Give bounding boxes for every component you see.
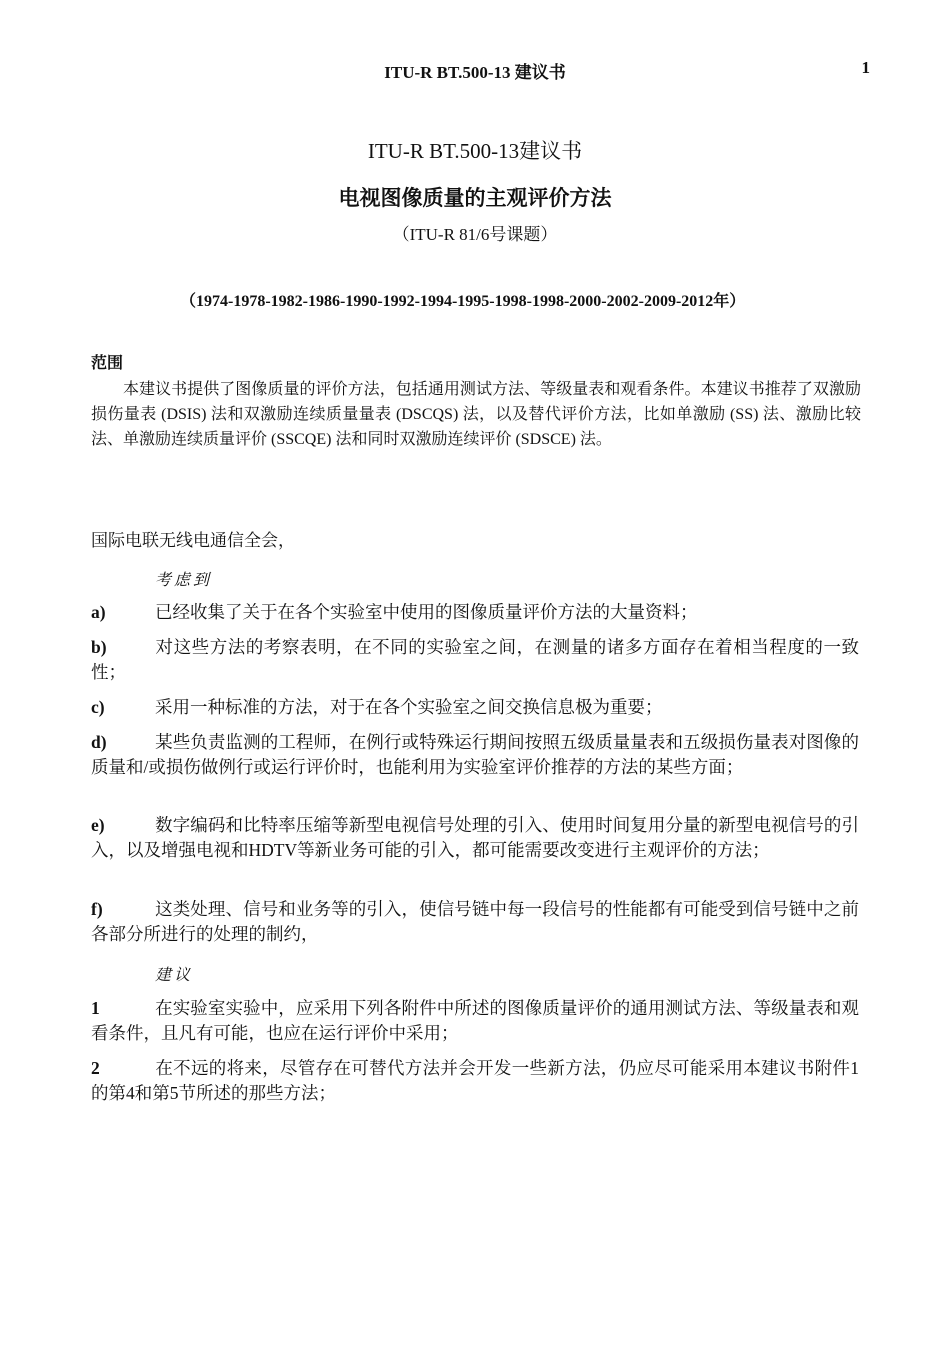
considering-item-b bbox=[91, 635, 859, 685]
recommends-item-2 bbox=[91, 1056, 859, 1106]
item-text: 这类处理、信号和业务等的引入，使信号链中每一段信号的性能都有可能受到信号链中之前各部分所进行的处理的制约， bbox=[91, 899, 859, 944]
question-reference: （ITU-R 81/6号课题） bbox=[392, 225, 558, 244]
item-text: 在实验室实验中，应采用下列各附件中所述的图像质量评价的通用测试方法、等级量表和观看条件，且凡有可能，也应在运行评价中采用； bbox=[91, 998, 859, 1043]
considering-item-e bbox=[91, 813, 859, 863]
considering-heading: 考虑到 bbox=[155, 572, 213, 589]
item-text: 某些负责监测的工程师，在例行或特殊运行期间按照五级质量量表和五级损伤量表对图像的质量和/或损伤做例行或运行评价时，也能利用为实验室评价推荐的方法的某些方面； bbox=[91, 732, 859, 777]
item-marker: 2 bbox=[91, 1058, 100, 1078]
item-marker: c) bbox=[91, 697, 105, 717]
considering-item-a bbox=[91, 600, 859, 625]
item-marker: b) bbox=[91, 637, 107, 657]
scope-heading: 范围 bbox=[91, 355, 124, 372]
item-marker: a) bbox=[91, 602, 106, 622]
page-number: 1 bbox=[861, 58, 870, 77]
item-text: 已经收集了关于在各个实验室中使用的图像质量评价方法的大量资料； bbox=[155, 602, 698, 622]
item-text: 数字编码和比特率压缩等新型电视信号处理的引入、使用时间复用分量的新型电视信号的引入，以及增强电视和HDTV等新业务可能的引入，都可能需要改变进行主观评价的方法； bbox=[91, 815, 859, 860]
item-marker: 1 bbox=[91, 998, 100, 1018]
item-marker: f) bbox=[91, 899, 103, 919]
item-marker: e) bbox=[91, 815, 105, 835]
document-title: 电视图像质量的主观评价方法 bbox=[338, 186, 612, 210]
recommends-heading: 建议 bbox=[155, 967, 194, 984]
item-text: 在不远的将来，尽管存在可替代方法并会开发一些新方法，仍应尽可能采用本建议书附件1的第4和第5节所述的那些方法； bbox=[91, 1058, 859, 1103]
considering-item-c bbox=[91, 695, 859, 720]
assembly-statement: 国际电联无线电通信全会， bbox=[91, 531, 295, 550]
recommends-item-1 bbox=[91, 996, 859, 1046]
revision-years: （1974-1978-1982-1986-1990-1992-1994-1995-1998-1998-2000-2002-2009-2012年） bbox=[180, 293, 746, 310]
item-marker: d) bbox=[91, 732, 107, 752]
scope-paragraph: 本建议书提供了图像质量的评价方法，包括通用测试方法、等级量表和观看条件。本建议书推荐了双激励损伤量表 (DSIS) 法和双激励连续质量量表 (DSCQS) 法，以及替代评价方法，比如单激励 (SS) 法、激励比较法、单激励连续质量评价 (SSCQE) 法和同时双激励连续评价 (SDSCE) 法。 bbox=[91, 381, 861, 448]
recommendation-title: ITU-R BT.500-13建议书 bbox=[367, 139, 583, 163]
item-text: 对这些方法的考察表明，在不同的实验室之间，在测量的诸多方面存在着相当程度的一致性； bbox=[91, 637, 859, 682]
considering-item-d bbox=[91, 730, 859, 780]
considering-item-f bbox=[91, 897, 859, 947]
running-header-title: ITU-R BT.500-13 建议书 bbox=[384, 63, 566, 82]
item-text: 采用一种标准的方法，对于在各个实验室之间交换信息极为重要； bbox=[155, 697, 663, 717]
